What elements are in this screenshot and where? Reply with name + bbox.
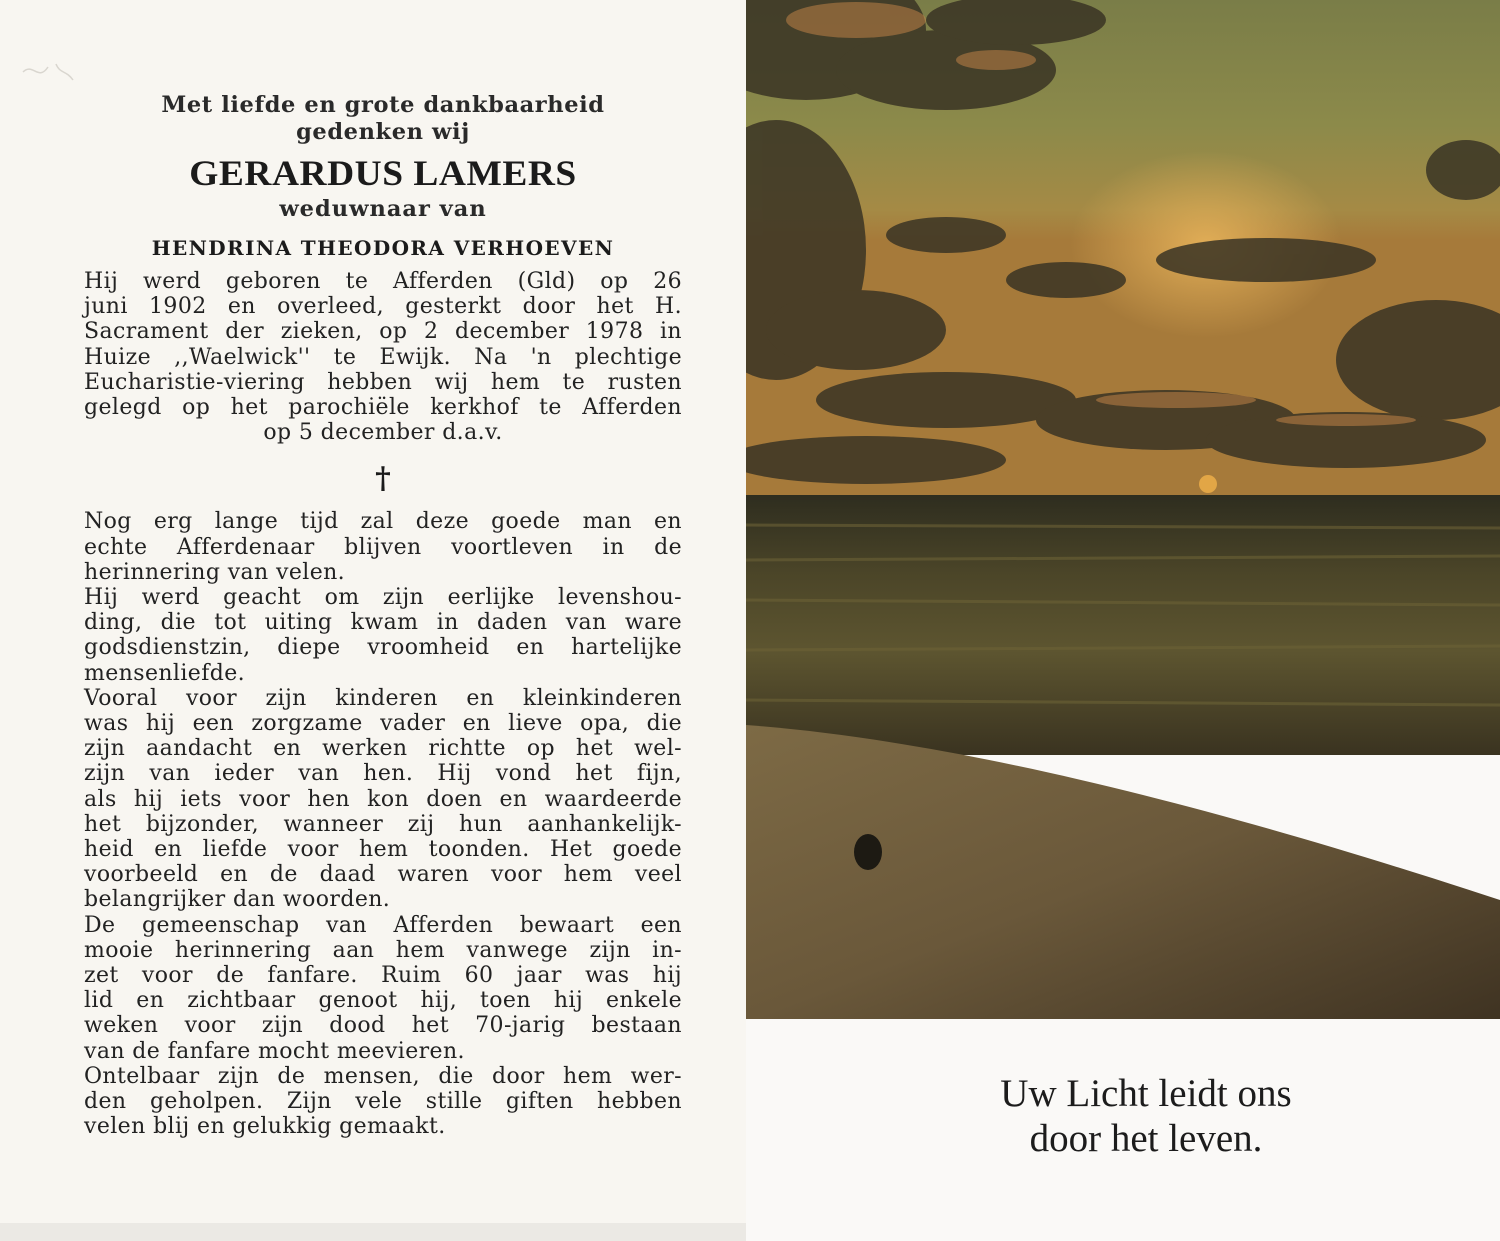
eulogy-line: den geholpen. Zijn vele stille giften hebben: [84, 1089, 682, 1115]
eulogy-line: heid en liefde voor hem toonden. Het goede: [84, 837, 682, 863]
eulogy-line: zijn aandacht en werken richtte op het wel-: [84, 736, 682, 762]
eulogy-line: voorbeeld en de daad waren voor hem veel: [84, 862, 682, 888]
eulogy-line: belangrijker dan woorden.: [84, 887, 391, 913]
biography-line: Huize ,,Waelwick'' te Ewijk. Na 'n plechtige: [84, 344, 682, 370]
memorial-card-image-side: [746, 0, 1500, 1241]
deceased-name: GERARDUS LAMERS: [189, 153, 577, 193]
eulogy-paragraph: [84, 686, 682, 913]
eulogy-line: het bijzonder, wanneer zij hun aanhankelijk-: [84, 811, 682, 837]
biography-line: Eucharistie-viering hebben wij hem te rusten: [84, 369, 682, 395]
eulogy-line: Hij werd geacht om zijn eerlijke levenshou-: [84, 585, 682, 611]
biography-line: gelegd op het parochiële kerkhof te Afferden: [84, 395, 682, 421]
biography: [84, 269, 682, 420]
eulogy-line: weken voor zijn dood het 70-jarig bestaan: [84, 1013, 682, 1039]
eulogy-line: herinnering van velen.: [84, 559, 346, 585]
biography-line: Hij werd geboren te Afferden (Gld) op 26: [84, 269, 682, 294]
eulogy-line: echte Afferdenaar blijven voortleven in de: [84, 534, 682, 560]
eulogy-paragraph: [84, 509, 682, 585]
eulogy-paragraph: [84, 585, 682, 686]
eulogy-line: Nog erg lange tijd zal deze goede man en: [84, 509, 682, 535]
biography-last-line: op 5 december d.a.v.: [263, 420, 503, 446]
intro-line-1: Met liefde en grote dankbaarheid: [161, 92, 605, 118]
eulogy: [84, 509, 682, 1139]
eulogy-line: zet voor de fanfare. Ruim 60 jaar was hij: [84, 963, 682, 989]
motto-line-2: door het leven.: [1029, 1117, 1263, 1160]
eulogy-line: van de fanfare mocht meevieren.: [84, 1038, 465, 1064]
pencil-mark: [18, 52, 78, 92]
intro-line-2: gedenken wij: [296, 119, 470, 145]
eulogy-line: als hij iets voor hen kon doen en waardeerde: [84, 786, 682, 812]
eulogy-paragraph: [84, 913, 682, 1064]
sunset-sea-photo: [746, 0, 1500, 1019]
eulogy-line: Vooral voor zijn kinderen en kleinkinderen: [84, 685, 682, 711]
eulogy-line: godsdienstzin, diepe vroomheid en hartelijke: [84, 635, 682, 661]
biography-line: juni 1902 en overleed, gesterkt door het H.: [84, 294, 682, 320]
motto: [946, 1071, 1346, 1161]
eulogy-line: velen blij en gelukkig gemaakt.: [84, 1114, 446, 1140]
spouse-name: HENDRINA THEODORA VERHOEVEN: [151, 236, 615, 260]
eulogy-paragraph: [84, 1064, 682, 1140]
widower-of: weduwnaar van: [279, 196, 487, 222]
motto-line-1: Uw Licht leidt ons: [1000, 1072, 1292, 1115]
eulogy-line: De gemeenschap van Afferden bewaart een: [84, 912, 682, 938]
eulogy-line: mooie herinnering aan hem vanwege zijn in-: [84, 937, 682, 963]
eulogy-line: was hij een zorgzame vader en lieve opa, die: [84, 711, 682, 737]
eulogy-line: ding, die tot uiting kwam in daden van ware: [84, 610, 682, 636]
biography-line: Sacrament der zieken, op 2 december 1978 in: [84, 319, 682, 345]
eulogy-line: lid en zichtbaar genoot hij, toen hij enkele: [84, 988, 682, 1014]
eulogy-line: mensenliefde.: [84, 660, 246, 686]
card-edge: [0, 1223, 746, 1241]
card-text: [84, 92, 682, 1140]
memorial-card-text-side: [0, 0, 746, 1241]
eulogy-line: zijn van ieder van hen. Hij vond het fijn,: [84, 761, 682, 787]
cross-icon: †: [375, 461, 391, 497]
eulogy-line: Ontelbaar zijn de mensen, die door hem wer-: [84, 1063, 682, 1089]
